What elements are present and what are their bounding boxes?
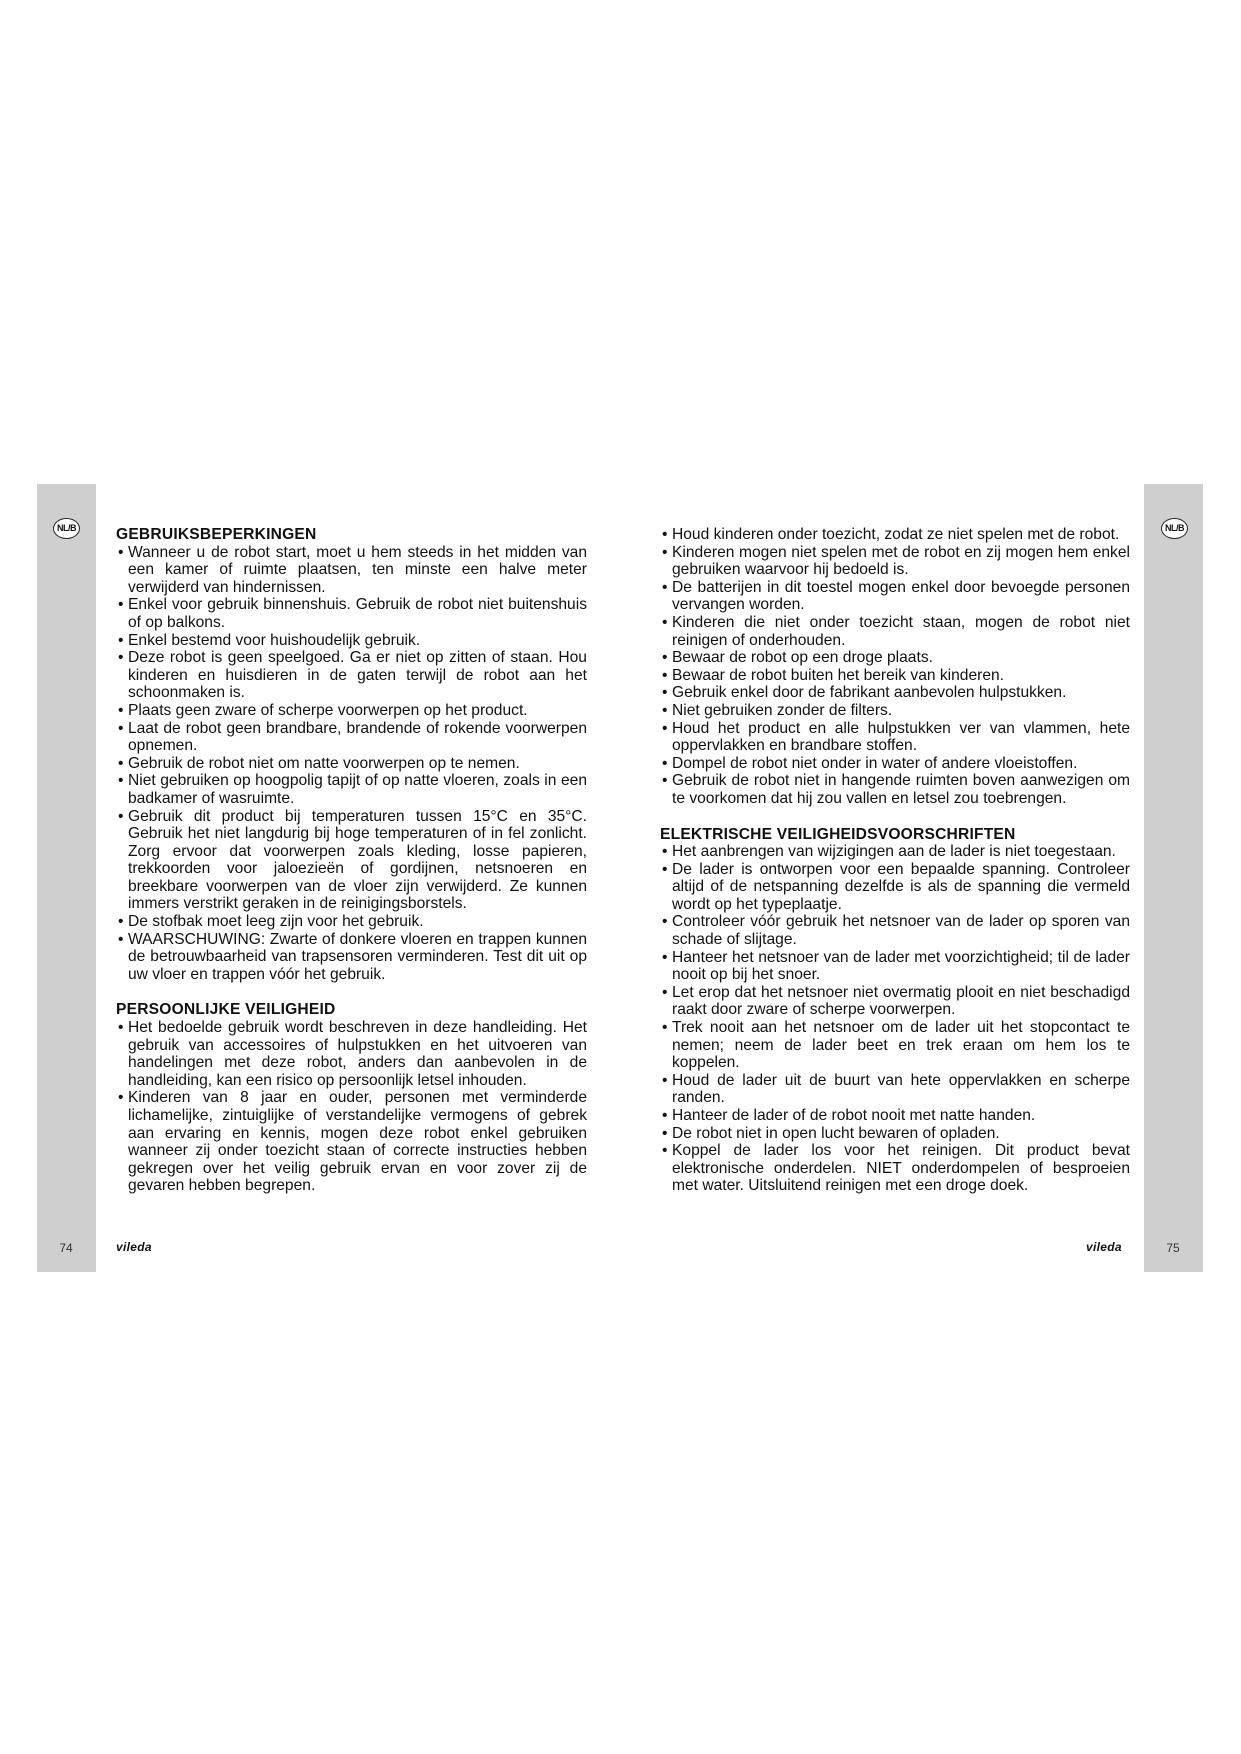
right-margin-bar — [1144, 484, 1203, 1272]
list-item: • De robot niet in open lucht bewaren of opladen. — [660, 1125, 1130, 1143]
personal-safety-list — [116, 1019, 587, 1195]
section-spacer — [116, 983, 587, 1001]
list-item: • De lader is ontworpen voor een bepaalde spanning. Controleer altijd of de netspanning dezelfde is als de spanning die vermeld wordt op het typeplaatje. — [660, 861, 1130, 914]
list-item: • Houd kinderen onder toezicht, zodat ze niet spelen met de robot. — [660, 526, 1130, 544]
page-number-right: 75 — [1166, 1241, 1180, 1255]
vileda-logo-right: vileda — [1086, 1240, 1122, 1254]
section-heading: PERSOONLIJKE VEILIGHEID — [116, 1001, 336, 1019]
list-item: • Koppel de lader los voor het reinigen. Dit product bevat elektronische onderdelen. NIET onderdompelen of besproeien met water. Uitsluitend reinigen met een droge doek. — [660, 1142, 1130, 1195]
language-badge-left: NL/B — [53, 518, 80, 539]
list-item: • Trek nooit aan het netsnoer om de lader uit het stopcontact te nemen; neem de lader beet en trek eraan om hem los te koppelen. — [660, 1019, 1130, 1072]
page-number-left: 74 — [59, 1241, 73, 1255]
usage-restrictions-list — [116, 544, 587, 984]
list-item: • Plaats geen zware of scherpe voorwerpen op het product. — [116, 702, 587, 720]
list-item: • Controleer vóór gebruik het netsnoer van de lader op sporen van schade of slijtage. — [660, 913, 1130, 948]
vileda-logo-left: vileda — [116, 1240, 152, 1254]
right-page-content — [660, 526, 1130, 1195]
list-item: • Bewaar de robot op een droge plaats. — [660, 649, 1130, 667]
safety-continued-list — [660, 526, 1130, 808]
list-item: • Het bedoelde gebruik wordt beschreven in deze handleiding. Het gebruik van accessoires of hulpstukken en het uitvoeren van handelingen met deze robot, anders dan aanbevolen in de handleiding, kan een risico op persoonlijk letsel inhouden. — [116, 1019, 587, 1089]
list-item: • Kinderen mogen niet spelen met de robot en zij mogen hem enkel gebruiken waarvoor hij bedoeld is. — [660, 544, 1130, 579]
left-margin-bar — [37, 484, 96, 1272]
list-item: • Gebruik enkel door de fabrikant aanbevolen hulpstukken. — [660, 684, 1130, 702]
list-item: • Laat de robot geen brandbare, brandende of rokende voorwerpen opnemen. — [116, 720, 587, 755]
list-item: • Hanteer het netsnoer van de lader met voorzichtigheid; til de lader nooit op bij het snoer. — [660, 949, 1130, 984]
list-item: • Het aanbrengen van wijzigingen aan de lader is niet toegestaan. — [660, 843, 1130, 861]
left-page-content — [116, 526, 587, 1195]
language-badge-right: NL/B — [1161, 518, 1188, 539]
list-item: • De batterijen in dit toestel mogen enkel door bevoegde personen vervangen worden. — [660, 579, 1130, 614]
list-item: • Wanneer u de robot start, moet u hem steeds in het midden van een kamer of ruimte plaatsen, ten minste een halve meter verwijderd van hindernissen. — [116, 544, 587, 597]
list-item: • Dompel de robot niet onder in water of andere vloeistoffen. — [660, 755, 1130, 773]
list-item: • Gebruik de robot niet in hangende ruimten boven aanwezigen om te voorkomen dat hij zou vallen en letsel zou toebrengen. — [660, 772, 1130, 807]
electrical-safety-list — [660, 843, 1130, 1195]
list-item: • Houd de lader uit de buurt van hete oppervlakken en scherpe randen. — [660, 1072, 1130, 1107]
list-item: • Bewaar de robot buiten het bereik van kinderen. — [660, 667, 1130, 685]
list-item: • Niet gebruiken zonder de filters. — [660, 702, 1130, 720]
list-item: • Houd het product en alle hulpstukken ver van vlammen, hete oppervlakken en brandbare stoffen. — [660, 720, 1130, 755]
list-item: • Gebruik dit product bij temperaturen tussen 15°C en 35°C. Gebruik het niet langdurig bij hoge temperaturen of in fel zonlicht. Zorg ervoor dat voorwerpen zoals kleding, losse papieren, trekkoorden voor jaloezieën of gordijnen, netsnoeren en breekbare voorwerpen van de vloer zijn verwijderd. Ze kunnen immers verstrikt geraken in de reinigingsborstels. — [116, 808, 587, 914]
list-item: • Deze robot is geen speelgoed. Ga er niet op zitten of staan. Hou kinderen en huisdieren in de gaten terwijl de robot aan het schoonmaken is. — [116, 649, 587, 702]
list-item: • Kinderen die niet onder toezicht staan, mogen de robot niet reinigen of onderhouden. — [660, 614, 1130, 649]
list-item: • Enkel bestemd voor huishoudelijk gebruik. — [116, 632, 587, 650]
section-spacer — [660, 808, 1130, 826]
list-item: • Let erop dat het netsnoer niet overmatig plooit en niet beschadigd raakt door zware of scherpe voorwerpen. — [660, 984, 1130, 1019]
list-item: • Hanteer de lader of de robot nooit met natte handen. — [660, 1107, 1130, 1125]
list-item: • De stofbak moet leeg zijn voor het gebruik. — [116, 913, 587, 931]
section-heading: GEBRUIKSBEPERKINGEN — [116, 526, 317, 543]
list-item: • Enkel voor gebruik binnenshuis. Gebruik de robot niet buitenshuis of op balkons. — [116, 596, 587, 631]
list-item: • Niet gebruiken op hoogpolig tapijt of op natte vloeren, zoals in een badkamer of wasruimte. — [116, 772, 587, 807]
section-heading: ELEKTRISCHE VEILIGHEIDSVOORSCHRIFTEN — [660, 825, 1016, 843]
list-item: • Gebruik de robot niet om natte voorwerpen op te nemen. — [116, 755, 587, 773]
list-item: • Kinderen van 8 jaar en ouder, personen met verminderde lichamelijke, zintuiglijke of verstandelijke vermogens of gebrek aan ervaring en kennis, mogen deze robot enkel gebruiken wanneer zij onder toezicht staan of correcte instructies hebben gekregen over het veilig gebruik ervan en voor zover zij de gevaren hebben begrepen. — [116, 1089, 587, 1195]
list-item: • WAARSCHUWING: Zwarte of donkere vloeren en trappen kunnen de betrouwbaarheid van trapsensoren verminderen. Test dit uit op uw vloer en trappen vóór het gebruik. — [116, 931, 587, 984]
